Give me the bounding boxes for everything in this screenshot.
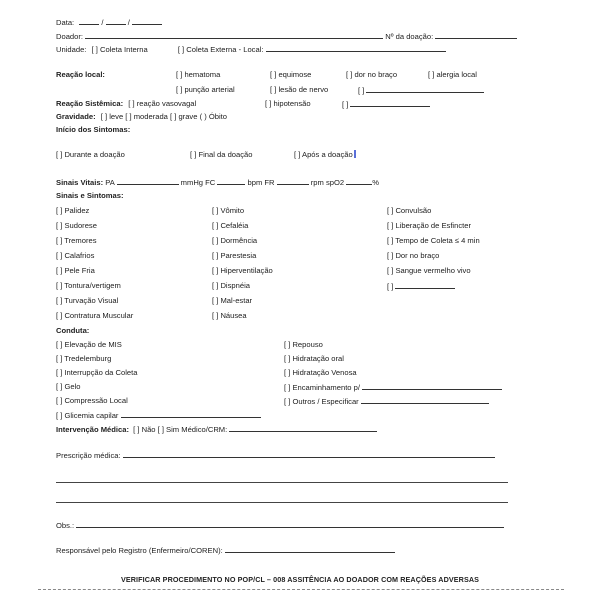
prescription-line-3[interactable]	[56, 502, 508, 503]
symptom-item[interactable]: [ ] Parestesia	[212, 251, 257, 260]
medical-intervention-row	[56, 424, 377, 434]
donation-number-field[interactable]	[435, 31, 517, 39]
symptom-item[interactable]: [ ] Tontura/vertigem	[56, 281, 121, 290]
internal-collection-option[interactable]: [ ] Coleta Interna	[91, 45, 148, 54]
obs-label: Obs.:	[56, 521, 75, 530]
prescription-label: Prescrição médica:	[56, 451, 121, 460]
opt-after-donation[interactable]	[294, 150, 356, 159]
severity-label: Gravidade:	[56, 112, 96, 121]
glycemia-row	[56, 410, 261, 420]
symptom-item[interactable]: [ ] Tempo de Coleta ≤ 4 min	[387, 236, 480, 245]
rpm-spo2-label: rpm spO2	[310, 178, 345, 187]
opt-hematoma[interactable]: [ ] hematoma	[176, 70, 221, 79]
date-row: Data: / /	[56, 17, 162, 26]
symptom-item[interactable]: [ ] Vômito	[212, 206, 245, 215]
symptom-item[interactable]: [ ] Sudorese	[56, 221, 97, 230]
donor-row	[56, 31, 517, 40]
opt-local-other	[358, 85, 484, 95]
responsible-label: Responsável pelo Registro (Enfermeiro/COREN):	[56, 546, 223, 555]
responsible-row	[56, 545, 395, 555]
symptom-item[interactable]: [ ] Náusea	[212, 311, 247, 320]
symptom-item[interactable]: [ ] Turvação Visual	[56, 296, 119, 305]
pa-label: PA	[105, 178, 115, 187]
symptom-item[interactable]: [ ] Convulsão	[387, 206, 432, 215]
conduct-item[interactable]: [ ] Gelo	[56, 382, 81, 391]
fr-field[interactable]	[277, 177, 309, 185]
donation-number-label: Nº da doação:	[385, 32, 434, 41]
symptom-item[interactable]: [ ] Pele Fria	[56, 266, 95, 275]
signs-symptoms-label: Sinais e Sintomas:	[56, 191, 124, 200]
others-row	[284, 396, 489, 406]
symptom-onset-label: Início dos Sintomas:	[56, 125, 131, 134]
unit-label: Unidade:	[56, 45, 87, 54]
opt-arm-pain[interactable]: [ ] dor no braço	[346, 70, 398, 79]
opt-equimose[interactable]: [ ] equimose	[270, 70, 312, 79]
obs-row	[56, 520, 504, 530]
spo2-field[interactable]	[346, 177, 372, 185]
referral-row	[284, 382, 502, 392]
pa-field[interactable]	[117, 177, 179, 185]
date-month-field[interactable]	[106, 17, 126, 25]
symptom-item[interactable]: [ ] Hiperventilação	[212, 266, 273, 275]
prescription-row	[56, 450, 495, 460]
symptom-item[interactable]: [ ] Palidez	[56, 206, 90, 215]
vital-signs-row	[56, 177, 379, 186]
prescription-field[interactable]	[123, 450, 495, 458]
percent-label: %	[372, 178, 380, 187]
footer-instruction: VERIFICAR PROCEDIMENTO NO POP/CL – 008 ASSITÊNCIA AO DOADOR COM REAÇÕES ADVERSAS	[120, 575, 480, 584]
systemic-other-field[interactable]	[350, 99, 430, 107]
text-cursor	[354, 150, 356, 158]
glycemia-field[interactable]	[121, 410, 261, 418]
conduct-item[interactable]: [ ] Glicemia capilar	[56, 411, 119, 420]
symptom-item[interactable]: [ ] Mal-estar	[212, 296, 253, 305]
donor-field[interactable]	[85, 31, 383, 39]
opt-local-other-box[interactable]: [ ]	[358, 86, 365, 95]
opt-systemic-other	[342, 99, 430, 109]
conduct-item[interactable]: [ ] Compressão Local	[56, 396, 128, 405]
conduct-item[interactable]: [ ] Elevação de MIS	[56, 340, 122, 349]
symptom-item[interactable]: [ ] Dor no braço	[387, 251, 440, 260]
footer-divider	[38, 589, 564, 590]
donor-label: Doador:	[56, 32, 84, 41]
opt-local-allergy[interactable]: [ ] alergia local	[428, 70, 477, 79]
symptom-item[interactable]: [ ] Dormência	[212, 236, 258, 245]
symptom-item[interactable]: [ ] Cefaléia	[212, 221, 249, 230]
symptom-item[interactable]: [ ] Sangue vermelho vivo	[387, 266, 471, 275]
conduct-item[interactable]: [ ] Interrupção da Coleta	[56, 368, 138, 377]
others-field[interactable]	[361, 396, 489, 404]
opt-arterial-puncture[interactable]: [ ] punção arterial	[176, 85, 235, 94]
vital-signs-label: Sinais Vitais:	[56, 178, 104, 187]
opt-hypotension[interactable]: [ ] hipotensão	[265, 99, 311, 108]
symptom-item[interactable]: [ ] Dispnéia	[212, 281, 250, 290]
conduct-label: Conduta:	[56, 326, 90, 335]
severity-options[interactable]: [ ] leve [ ] moderada [ ] grave ( ) Óbito	[100, 112, 227, 121]
opt-end-donation[interactable]: [ ] Final da doação	[190, 150, 253, 159]
medical-intervention-options[interactable]: [ ] Não [ ] Sim Médico/CRM:	[133, 425, 228, 434]
unit-row	[56, 44, 446, 53]
mmhg-fc-label: mmHg FC	[180, 178, 216, 187]
local-other-field[interactable]	[366, 85, 484, 93]
external-location-field[interactable]	[266, 44, 446, 52]
conduct-item[interactable]: [ ] Encaminhamento p/	[284, 383, 360, 392]
conduct-item[interactable]: [ ] Repouso	[284, 340, 323, 349]
date-year-field[interactable]	[132, 17, 162, 25]
date-day-field[interactable]	[79, 17, 99, 25]
local-reaction-label: Reação local:	[56, 70, 105, 79]
symptom-item[interactable]: [ ] Tremores	[56, 236, 97, 245]
external-collection-option[interactable]: [ ] Coleta Externa - Local:	[177, 45, 264, 54]
symptom-other	[387, 281, 455, 291]
systemic-reaction-row	[56, 99, 196, 108]
prescription-line-2[interactable]	[56, 482, 508, 483]
date-label: Data:	[56, 18, 75, 27]
fc-field[interactable]	[217, 177, 245, 185]
opt-nerve-injury[interactable]: [ ] lesão de nervo	[270, 85, 329, 94]
obs-field[interactable]	[76, 520, 504, 528]
opt-systemic-other-box[interactable]: [ ]	[342, 100, 349, 109]
opt-during-donation[interactable]: [ ] Durante a doação	[56, 150, 125, 159]
conduct-item[interactable]: [ ] Outros / Especificar	[284, 397, 359, 406]
crm-field[interactable]	[229, 424, 377, 432]
symptom-other-box[interactable]: [ ]	[387, 282, 394, 291]
opt-vasovagal[interactable]: [ ] reação vasovagal	[128, 99, 197, 108]
severity-row	[56, 112, 227, 121]
medical-intervention-label: Intervenção Médica:	[56, 425, 130, 434]
conduct-item[interactable]: [ ] Tredelemburg	[56, 354, 112, 363]
conduct-item[interactable]: [ ] Hidratação Venosa	[284, 368, 357, 377]
symptom-item[interactable]: [ ] Calafrios	[56, 251, 95, 260]
conduct-item[interactable]: [ ] Hidratação oral	[284, 354, 344, 363]
systemic-reaction-label: Reação Sistêmica:	[56, 99, 124, 108]
referral-field[interactable]	[362, 382, 502, 390]
opt-after-donation-label: [ ] Após a doação	[294, 150, 353, 159]
symptom-item[interactable]: [ ] Liberação de Esfincter	[387, 221, 471, 230]
bpm-fr-label: bpm FR	[247, 178, 275, 187]
responsible-field[interactable]	[225, 545, 395, 553]
symptom-item[interactable]: [ ] Contratura Muscular	[56, 311, 134, 320]
symptom-other-field[interactable]	[395, 281, 455, 289]
